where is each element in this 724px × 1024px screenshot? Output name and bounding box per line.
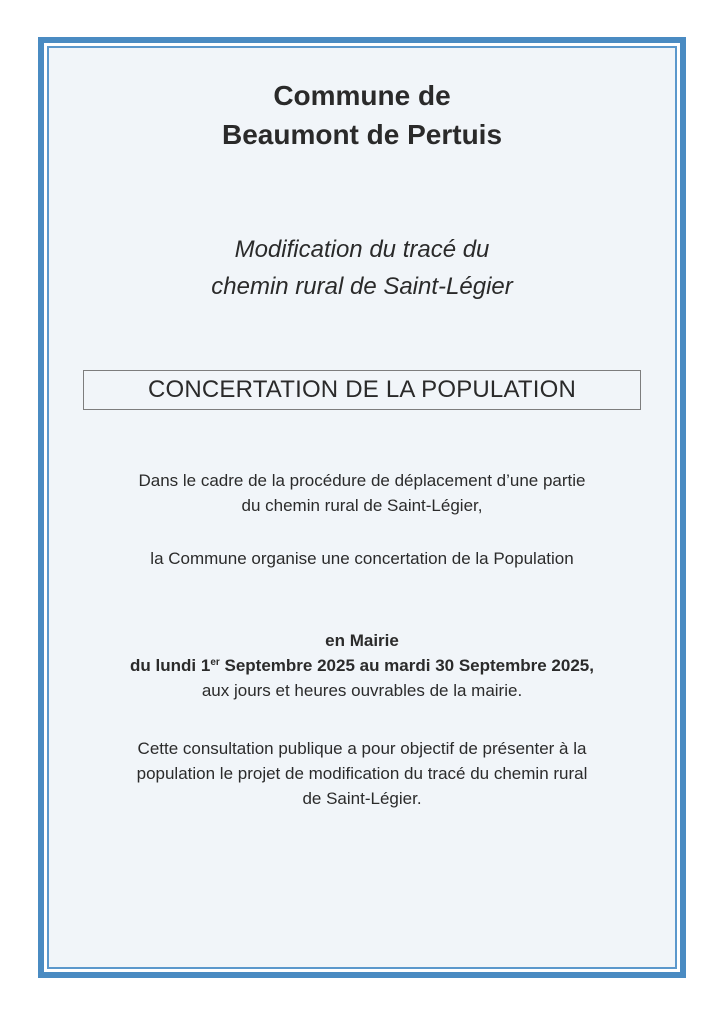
page-border-inner (47, 46, 677, 969)
concertation-banner: CONCERTATION DE LA POPULATION (83, 370, 641, 410)
objective-line-1: Cette consultation publique a pour objectif de présenter à la (137, 739, 587, 758)
organisation-paragraph: la Commune organise une concertation de la Population (150, 549, 574, 568)
title-line-1: Commune de (273, 80, 451, 111)
subtitle (49, 231, 675, 305)
dates-text (49, 653, 675, 678)
objective-paragraph (49, 736, 675, 811)
context-line-2: du chemin rural de Saint-Légier, (241, 496, 483, 515)
page-border-outer (38, 37, 686, 978)
subtitle-line-2: chemin rural de Saint-Légier (211, 273, 513, 300)
dates-suffix: Septembre 2025 au mardi 30 Septembre 2025, (219, 656, 594, 675)
hours-text: aux jours et heures ouvrables de la mairie. (201, 681, 523, 700)
objective-line-2: population le projet de modification du tracé du chemin rural (136, 764, 588, 783)
objective-line-3: de Saint-Légier. (302, 789, 422, 808)
title-line-2: Beaumont de Pertuis (221, 119, 503, 150)
location-text: en Mairie (325, 631, 399, 650)
page-title (49, 76, 675, 154)
dates-superscript: er (210, 657, 220, 668)
context-paragraph (49, 468, 675, 518)
subtitle-line-1: Modification du tracé du (234, 236, 490, 263)
dates-prefix: du lundi 1 (130, 656, 211, 675)
context-line-1: Dans le cadre de la procédure de déplacement d’une partie (138, 471, 586, 490)
notice-content (49, 48, 675, 967)
schedule-paragraph (49, 628, 675, 703)
